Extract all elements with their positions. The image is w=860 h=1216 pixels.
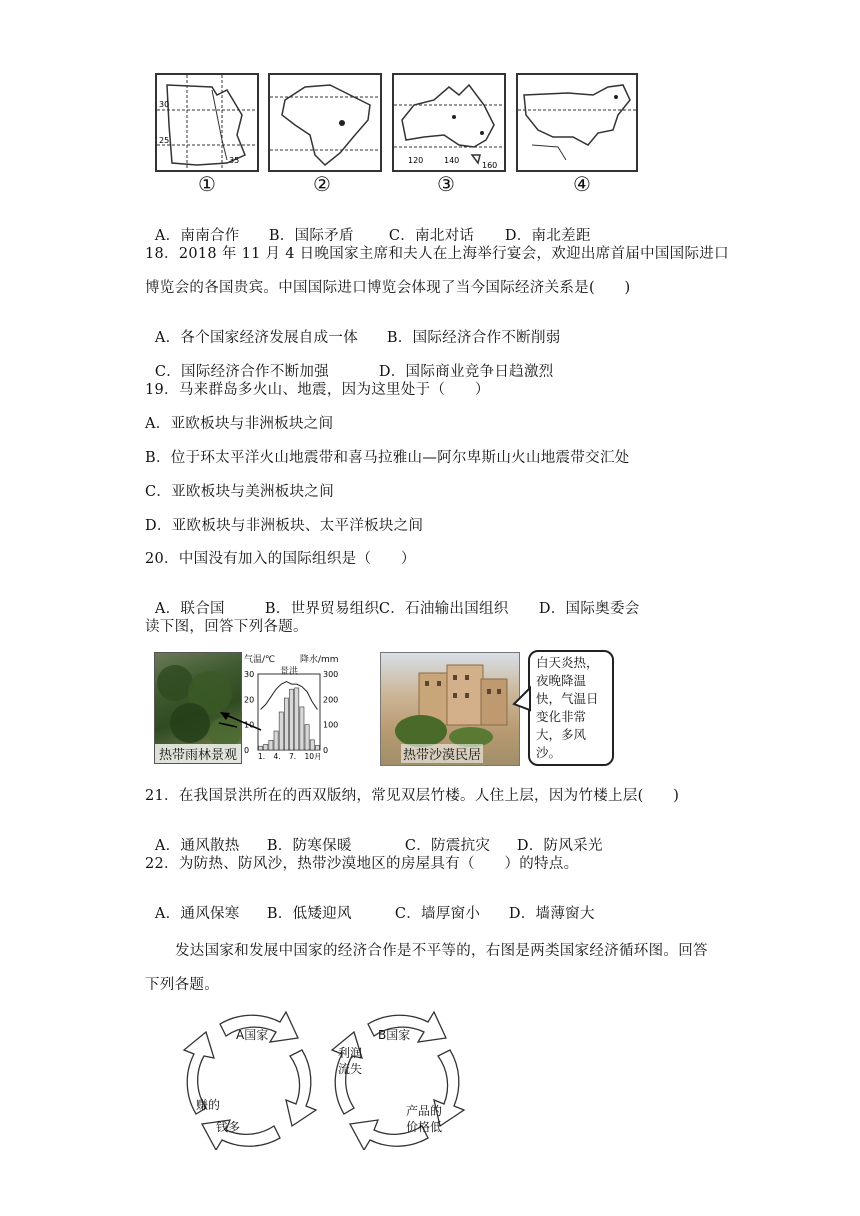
chart-bar: [274, 731, 278, 750]
intro-line-1: 发达国家和发展中国家的经济合作是不平等的，右图是两类国家经济循环图。回答: [175, 943, 708, 959]
q22-option-c[interactable]: C．墙厚窗小: [394, 906, 481, 922]
cycle-b-note2: 流失: [338, 1062, 363, 1076]
q20-option-a[interactable]: A．联合国: [154, 601, 225, 617]
chart-city-label: 景洪: [280, 667, 299, 677]
cycle-a-note2: 钱多: [216, 1120, 241, 1134]
q19-option-c[interactable]: C．亚欧板块与美洲板块之间: [145, 484, 334, 500]
chart-bar: [295, 688, 299, 750]
chart-bar: [279, 712, 283, 750]
q21-option-a[interactable]: A．通风散热: [154, 838, 240, 854]
map-2: [268, 73, 382, 172]
bubble-line-5: 大，多风沙。: [536, 727, 587, 760]
chart-y2-tick: 300: [323, 670, 339, 679]
chart-y2-tick: 0: [323, 746, 329, 755]
q18-options-row2: [145, 344, 554, 381]
q21-option-d[interactable]: D．防风采光: [516, 838, 603, 854]
q18-option-c[interactable]: C．国际经济合作不断加强: [154, 364, 330, 380]
outline-maps: [150, 70, 640, 200]
chart-bar: [300, 707, 304, 750]
rainforest-caption: 热带雨林景观: [155, 744, 241, 763]
bubble-line-3: 快，气温日: [536, 691, 599, 706]
bubble-line-1: 白天炎热，: [536, 655, 599, 670]
q17-option-c[interactable]: C．南北对话: [388, 228, 475, 244]
q22-option-d[interactable]: D．墙薄窗大: [508, 906, 595, 922]
svg-text:160: 160: [482, 161, 498, 170]
q22-options: [145, 886, 595, 923]
map-4: [516, 73, 638, 172]
chart-y2-tick: 200: [323, 695, 339, 705]
chart-bar: [284, 698, 288, 750]
chart-y-tick: 20: [244, 695, 255, 705]
q18-option-a[interactable]: A．各个国家经济发展自成一体: [154, 330, 358, 346]
chart-x-tick: 7.: [289, 752, 297, 761]
q19-option-d[interactable]: D．亚欧板块与非洲板块、太平洋板块之间: [145, 518, 424, 534]
chart-temp-label: 气温/℃: [244, 655, 276, 665]
q20-stem: 20．中国没有加入的国际组织是（ ）: [145, 551, 416, 567]
q18-options-row1: [145, 310, 561, 347]
svg-text:35: 35: [229, 156, 240, 165]
svg-text:25: 25: [159, 136, 170, 145]
read-figure-prompt: 读下图，回答下列各题。: [145, 619, 308, 635]
chart-bar: [310, 740, 314, 750]
q21-option-b[interactable]: B．防寒保暖: [266, 838, 352, 854]
bubble-line-2: 夜晚降温: [536, 673, 587, 688]
chart-bar: [259, 746, 263, 750]
chart-y2-tick: 100: [323, 720, 339, 730]
q22-option-b[interactable]: B．低矮迎风: [266, 906, 352, 922]
chart-bar: [264, 744, 268, 750]
bubble-tail: [512, 686, 532, 716]
chart-x-tick: 4.: [273, 752, 281, 761]
cycle-b-country: B国家: [378, 1028, 411, 1042]
map-1-label: ①: [198, 172, 216, 196]
q17-option-b[interactable]: B．国际矛盾: [268, 228, 354, 244]
cycle-b-note4: 价格低: [406, 1120, 443, 1134]
map-3-label: ③: [437, 172, 455, 196]
q21-stem: 21．在我国景洪所在的西双版纳，常见双层竹楼。人住上层，因为竹楼上层( ): [145, 788, 680, 804]
desert-photo: [380, 652, 520, 766]
cycle-b-note1: 利润: [338, 1046, 363, 1060]
chart-x-tick: 1.: [258, 752, 266, 761]
cycle-a-country: A国家: [236, 1028, 269, 1042]
chart-temperature-line: [261, 682, 318, 710]
bubble-line-4: 变化非常: [536, 709, 587, 724]
q20-option-b[interactable]: B．世界贸易组织: [264, 601, 380, 617]
q20-option-c[interactable]: C．石油输出国组织: [378, 601, 509, 617]
chart-y-tick: 10: [244, 720, 255, 730]
cycle-a-note1: 赚的: [196, 1098, 221, 1112]
q21-option-c[interactable]: C．防震抗灾: [404, 838, 491, 854]
svg-text:30: 30: [159, 100, 170, 109]
svg-text:120: 120: [408, 156, 424, 165]
q18-stem-line2: 博览会的各国贵宾。中国国际进口博览会体现了当今国际经济关系是( ): [145, 280, 631, 296]
q17-option-a[interactable]: A．南南合作: [154, 228, 240, 244]
map-4-label: ④: [573, 172, 591, 196]
q19-stem: 19．马来群岛多火山、地震，因为这里处于（ ）: [145, 382, 490, 398]
map-2-label: ②: [313, 172, 331, 196]
q18-option-b[interactable]: B．国际经济合作不断削弱: [386, 330, 561, 346]
desert-caption: 热带沙漠民居: [401, 744, 483, 763]
chart-frame: [258, 674, 320, 750]
intro-line-2: 下列各题。: [145, 977, 219, 993]
q18-stem-line1: 18．2018 年 11 月 4 日晚国家主席和夫人在上海举行宴会，欢迎出席首届中国国际进口: [145, 246, 729, 262]
q20-option-d[interactable]: D．国际奥委会: [538, 601, 640, 617]
map-3: [392, 73, 506, 172]
desert-climate-bubble: [528, 650, 614, 766]
chart-bar: [315, 745, 319, 750]
q22-option-a[interactable]: A．通风保寒: [154, 906, 240, 922]
chart-y-tick: 0: [244, 746, 250, 755]
cycle-b-note3: 产品的: [406, 1104, 443, 1118]
chart-bar: [290, 689, 294, 750]
map-1: [155, 73, 259, 172]
chart-x-tick: 10月: [304, 752, 322, 761]
q22-stem: 22．为防热、防风沙，热带沙漠地区的房屋具有（ ）的特点。: [145, 856, 579, 872]
chart-rain-label: 降水/mm: [300, 655, 339, 665]
q19-option-b[interactable]: B．位于环太平洋火山地震带和喜马拉雅山—阿尔卑斯山火山地震带交汇处: [145, 450, 630, 466]
chart-bar: [305, 725, 309, 750]
q17-option-d[interactable]: D．南北差距: [504, 228, 591, 244]
svg-text:140: 140: [444, 156, 460, 165]
q18-option-d[interactable]: D．国际商业竞争日趋激烈: [378, 364, 554, 380]
economic-cycle-figure: [180, 1010, 480, 1160]
q17-options: [145, 208, 591, 245]
q19-option-a[interactable]: A．亚欧板块与非洲板块之间: [145, 416, 334, 432]
chart-bar: [269, 740, 273, 750]
climate-chart: [242, 652, 346, 764]
q20-options: [145, 581, 640, 618]
q21-options: [145, 818, 603, 855]
chart-y-tick: 30: [244, 670, 255, 679]
climate-figure: [150, 648, 620, 768]
